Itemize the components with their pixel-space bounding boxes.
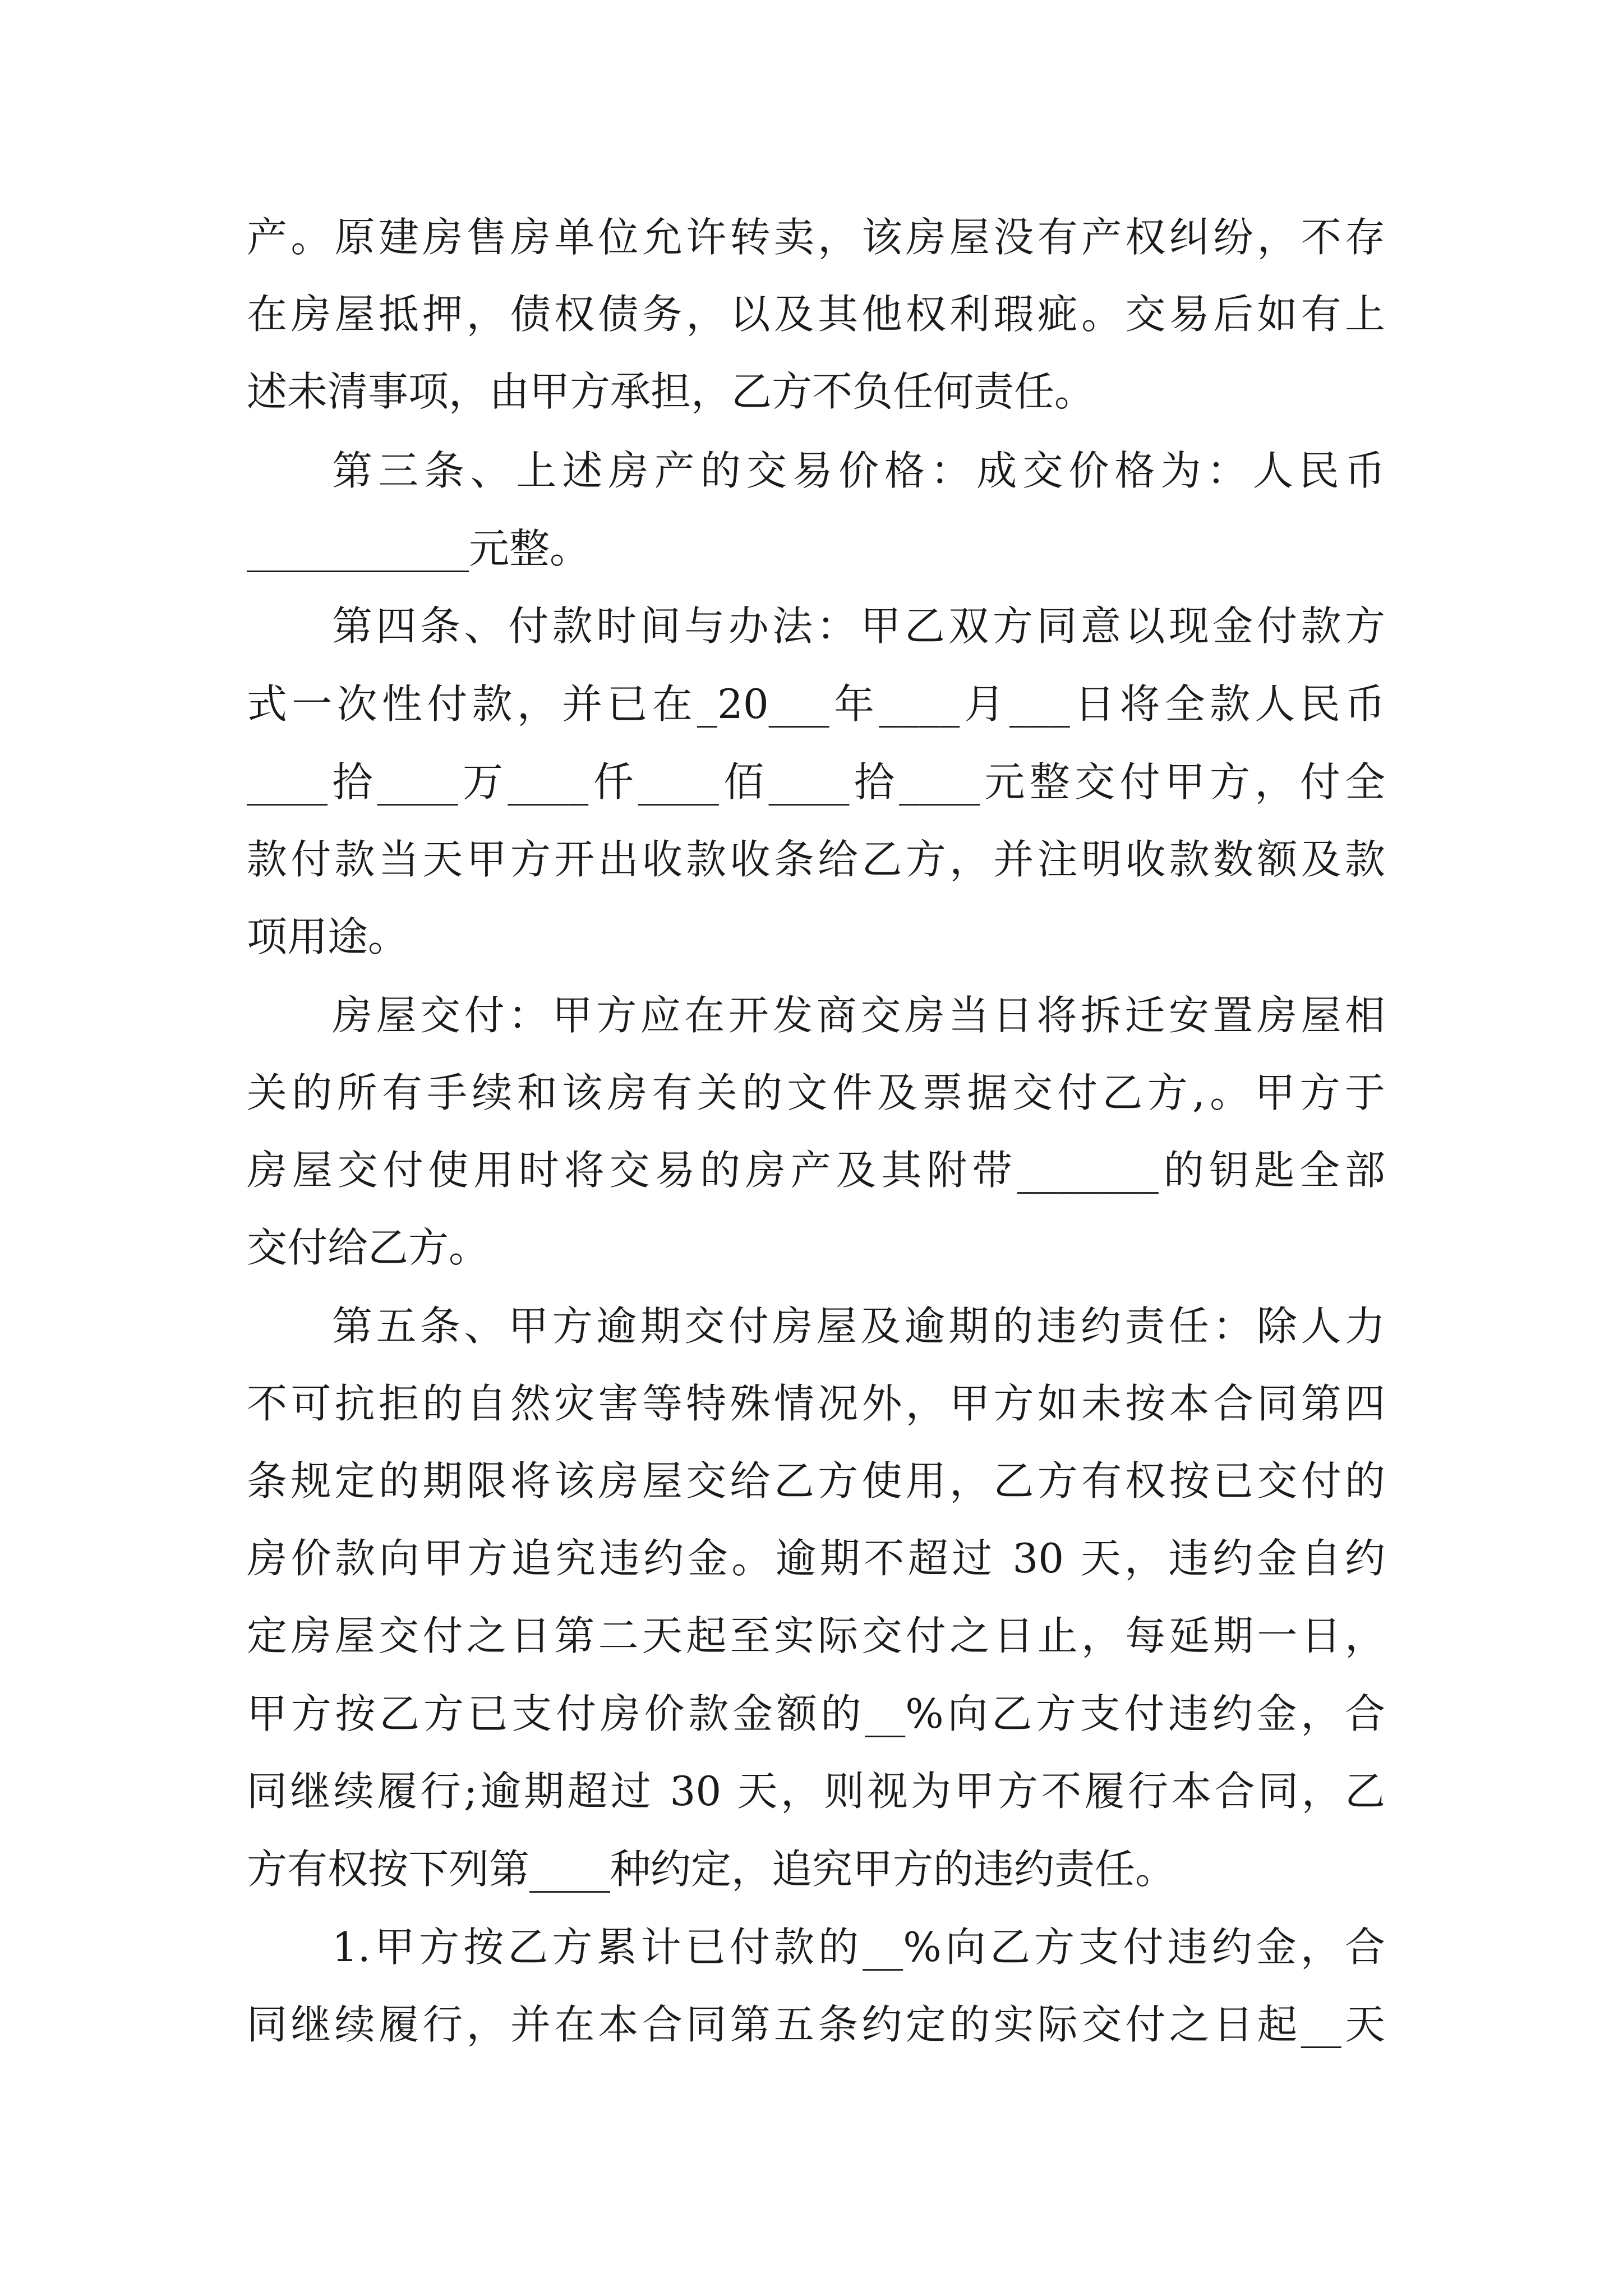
text-line: 房屋交付：甲方应在开发商交房当日将拆迁安置房屋相 bbox=[332, 992, 1385, 1039]
text-line: 交付给乙方。 bbox=[247, 1224, 490, 1271]
text-line: 同继续履行;逾期超过 30 天，则视为甲方不履行本合同，乙 bbox=[247, 1768, 1385, 1815]
text-line: 1.甲方按乙方累计已付款的__%向乙方支付违约金，合 bbox=[332, 1924, 1385, 1971]
text-line: 在房屋抵押，债权债务，以及其他权利瑕疵。交易后如有上 bbox=[247, 291, 1385, 338]
text-line: ____拾____万____仟____佰____拾____元整交付甲方，付全 bbox=[247, 758, 1385, 806]
text-line: 房屋交付使用时将交易的房产及其附带_______的钥匙全部 bbox=[247, 1147, 1385, 1194]
text-line: 条规定的期限将该房屋交给乙方使用，乙方有权按已交付的 bbox=[247, 1457, 1385, 1504]
text-line: 项用途。 bbox=[247, 913, 409, 960]
text-line: ___________元整。 bbox=[247, 525, 591, 572]
text-line: 同继续履行，并在本合同第五条约定的实际交付之日起__天 bbox=[247, 2001, 1385, 2048]
text-line: 述未清事项，由甲方承担，乙方不负任何责任。 bbox=[247, 368, 1095, 415]
text-line: 关的所有手续和该房有关的文件及票据交付乙方,。甲方于 bbox=[247, 1069, 1385, 1116]
text-line: 甲方按乙方已支付房价款金额的__%向乙方支付违约金，合 bbox=[247, 1690, 1385, 1737]
text-line: 定房屋交付之日第二天起至实际交付之日止，每延期一日， bbox=[247, 1612, 1385, 1659]
text-line: 方有权按下列第____种约定，追究甲方的违约责任。 bbox=[247, 1846, 1176, 1893]
text-line: 第四条、付款时间与办法：甲乙双方同意以现金付款方 bbox=[332, 602, 1385, 650]
text-line: 第三条、上述房产的交易价格：成交价格为：人民币 bbox=[332, 447, 1385, 494]
text-line: 款付款当天甲方开出收款收条给乙方，并注明收款数额及款 bbox=[247, 836, 1385, 883]
text-line: 产。原建房售房单位允许转卖，该房屋没有产权纠纷，不存 bbox=[247, 214, 1385, 261]
text-line: 不可抗拒的自然灾害等特殊情况外，甲方如未按本合同第四 bbox=[247, 1380, 1385, 1427]
text-line: 房价款向甲方追究违约金。逾期不超过 30 天，违约金自约 bbox=[247, 1535, 1385, 1582]
text-line: 式一次性付款，并已在_20___年____月___日将全款人民币 bbox=[247, 680, 1385, 728]
text-line: 第五条、甲方逾期交付房屋及逾期的违约责任：除人力 bbox=[332, 1303, 1385, 1350]
